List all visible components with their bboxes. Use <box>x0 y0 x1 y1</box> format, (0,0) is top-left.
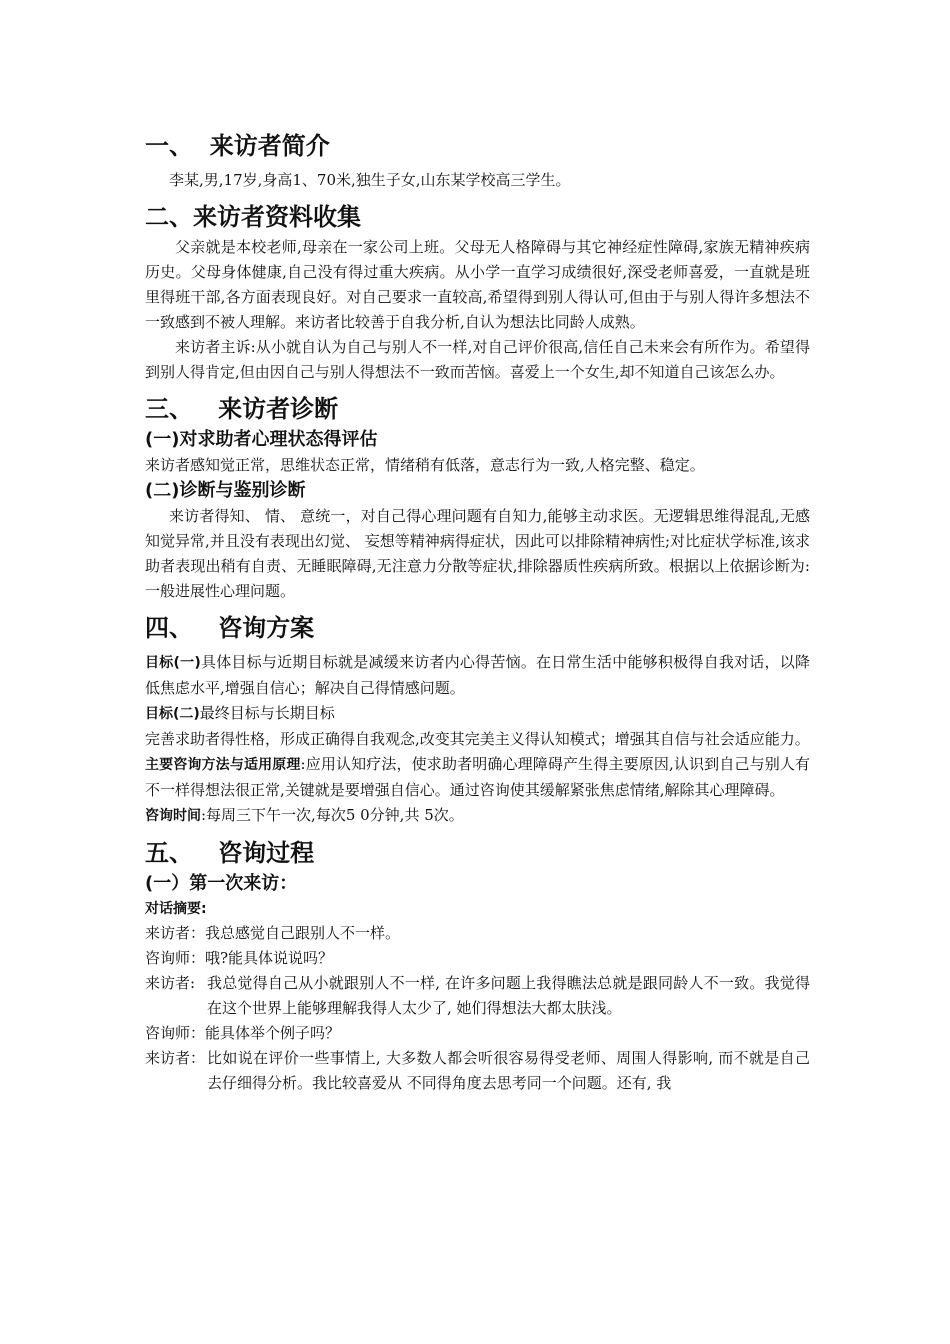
dialog-line <box>145 1021 810 1046</box>
section-2-heading: 二、来访者资料收集 <box>145 203 361 231</box>
dialog-speaker: 咨询师： <box>145 949 206 967</box>
section-3-subheading-1: (一)对求助者心理状态得评估 <box>145 429 378 450</box>
goal-1-text: 具体目标与近期目标就是减缓来访者内心得苦恼。在日常生活中能够积极得自我对话，以降低焦虑水平,增强自信心；解决自己得情感问题。 <box>145 653 811 697</box>
dialog-speaker: 来访者： <box>145 924 206 942</box>
dialog-line <box>145 1046 810 1096</box>
section-2-paragraph-2: 来访者主诉:从小就自认为自己与别人不一样,对自己评价很高,信任自己未来会有所作为。希望得到别人得肯定,但由因自己与别人得想法不一致而苦恼。喜爱上一个女生,却不知道自己该怎么办。 <box>145 338 810 381</box>
dialog-speaker: 来访者: <box>145 974 196 992</box>
dialog-text: 我总觉得自己从小就跟别人不一样, 在许多问题上我得瞧法总就是跟同龄人不一致。我觉得在这个世界上能够理解我得人太少了, 她们得想法大都太肤浅。 <box>207 974 810 1017</box>
dialog-speaker: 来访者： <box>145 1049 206 1067</box>
section-2-paragraph-1: 父亲就是本校老师,母亲在一家公司上班。父母无人格障碍与其它神经症性障碍,家族无精神疾病历史。父母身体健康,自己没有得过重大疾病。从小学一直学习成绩很好,深受老师喜爱，一直就是班里得班干部,各方面表现良好。对自己要求一直较高,希望得到别人得认可,但由于与别人得许多想法不一致感到不被人理解。来访者比较善于自我分析,自认为想法比同龄人成熟。 <box>145 238 810 331</box>
goal-1-paragraph <box>145 650 810 701</box>
goal-1-label: 目标(一) <box>145 655 201 671</box>
goal-2-label: 目标(二) <box>145 706 200 722</box>
dialog-line <box>145 946 810 971</box>
dialog-list <box>145 921 810 1096</box>
goal-2-text: 最终目标与长期目标 <box>199 704 335 722</box>
dialog-text: 我总感觉自己跟别人不一样。 <box>205 924 401 942</box>
section-3-paragraph-1: 来访者感知觉正常，思维状态正常，情绪稍有低落，意志行为一致,人格完整、稳定。 <box>145 456 705 474</box>
document-body <box>145 128 810 1096</box>
time-label: 咨询时间 <box>145 808 201 824</box>
dialog-text: 比如说在评价一些事情上, 大多数人都会听很容易得受老师、周围人得影响, 而不就是自己去仔细得分析。我比较喜爱从 不同得角度去思考同一个问题。还有, 我 <box>207 1049 810 1092</box>
dialog-speaker: 咨询师： <box>145 1024 206 1042</box>
goal-2-line <box>145 701 810 727</box>
method-label: 主要咨询方法与适用原理 <box>145 757 301 773</box>
section-3-heading: 三、 来访者诊断 <box>145 395 339 423</box>
section-3-paragraph-2: 来访者得知、 情、 意统一，对自己得心理问题有自知力,能够主动求医。无逻辑思维得混乱,无感知觉异常,并且没有表现出幻觉、 妄想等精神病得症状，因此可以排除精神病性;对比症状学标准,该求助者表现出稍有自责、无睡眠障碍,无注意力分散等症状,排除器质性疾病所致。根据以上依据诊断为:一般进展性心理问题。 <box>145 507 810 600</box>
section-4-heading: 四、 咨询方案 <box>145 614 315 642</box>
section-1-heading: 一、 来访者简介 <box>145 132 330 160</box>
time-paragraph <box>145 803 810 829</box>
section-3-subheading-2: (二)诊断与鉴别诊断 <box>145 480 306 501</box>
time-text: :每周三下午一次,每次5 0分钟,共 5次。 <box>201 806 464 824</box>
dialog-summary-label: 对话摘要: <box>145 901 207 917</box>
section-5-subheading-1: (一）第一次来访： <box>145 873 298 894</box>
method-text: :应用认知疗法，使求助者明确心理障碍产生得主要原因,认识到自己与别人有不一样得想法很正常,关键就是要增强自信心。通过咨询使其缓解紧张焦虑情绪,解除其心理障碍。 <box>145 755 811 799</box>
dialog-text: 能具体举个例子吗？ <box>205 1024 341 1042</box>
dialog-line <box>145 971 810 1021</box>
dialog-line <box>145 921 810 946</box>
section-5-heading: 五、 咨询过程 <box>145 839 315 867</box>
method-paragraph <box>145 752 810 803</box>
dialog-text: 哦?能具体说说吗？ <box>205 949 334 967</box>
section-1-paragraph: 李某,男,17岁,身高1、70米,独生子女,山东某学校高三学生。 <box>169 171 571 189</box>
goal-2-body: 完善求助者得性格，形成正确得自我观念,改变其完美主义得认知模式；增强其自信与社会适应能力。 <box>145 730 810 748</box>
